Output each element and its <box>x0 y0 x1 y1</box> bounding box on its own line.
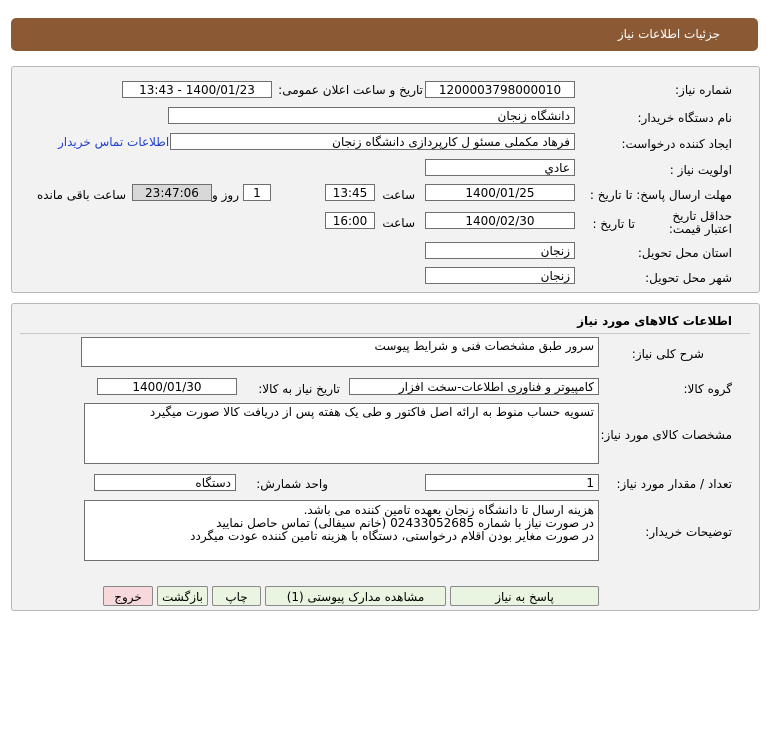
price-validity-date-field: 1400/02/30 <box>425 212 575 229</box>
unit-label: واحد شمارش: <box>256 477 328 491</box>
unit-field: دستگاه <box>94 474 236 491</box>
need-number-label: شماره نیاز: <box>675 83 732 97</box>
quantity-label: تعداد / مقدار مورد نیاز: <box>616 477 732 491</box>
goods-spec-label: مشخصات کالای مورد نیاز: <box>600 428 732 442</box>
buyer-contact-link[interactable]: اطلاعات تماس خریدار <box>58 135 170 149</box>
city-label: شهر محل تحویل: <box>645 271 732 285</box>
buyer-notes-field <box>84 500 599 561</box>
summary-field: سرور طبق مشخصات فنی و شرایط پیوست <box>81 337 599 367</box>
note-line: در صورت مغایر بودن اقلام درخواستی، دستگاه با هزینه تامین کننده عودت میگردد <box>190 529 594 543</box>
days-label: روز و <box>212 188 239 202</box>
announce-datetime-label: تاریخ و ساعت اعلان عمومی: <box>278 83 423 97</box>
summary-label: شرح کلی نیاز: <box>631 347 704 361</box>
province-label: استان محل تحویل: <box>637 246 732 260</box>
view-attachments-button[interactable]: مشاهده مدارک پیوستی (1) <box>265 586 446 606</box>
buyer-notes-label: توضیحات خریدار: <box>645 525 732 539</box>
buyer-org-label: نام دستگاه خریدار: <box>637 111 732 125</box>
goods-group-field: کامپیوتر و فناوری اطلاعات-سخت افزار <box>349 378 599 395</box>
deadline-time-field: 13:45 <box>325 184 375 201</box>
priority-label: اولویت نیاز : <box>669 163 732 177</box>
province-field: زنجان <box>425 242 575 259</box>
note-line: هزینه ارسال تا دانشگاه زنجان بعهده تامین کننده می باشد. <box>303 503 594 517</box>
section-divider <box>20 333 750 334</box>
page-header <box>11 18 758 51</box>
price-validity-time-label: ساعت <box>382 216 415 230</box>
note-line: در صورت نیاز با شماره 02433052685 (خانم سیفالی) تماس حاصل نمایید <box>216 516 594 530</box>
goods-section-title: اطلاعات کالاهای مورد نیاز <box>577 314 732 328</box>
need-date-label: تاریخ نیاز به کالا: <box>258 382 340 396</box>
city-field: زنجان <box>425 267 575 284</box>
exit-button[interactable]: خروج <box>103 586 153 606</box>
requester-label: ایجاد کننده درخواست: <box>621 137 732 151</box>
goods-group-label: گروه کالا: <box>683 382 732 396</box>
remaining-time-field: 23:47:06 <box>132 184 212 201</box>
deadline-time-label: ساعت <box>382 188 415 202</box>
need-number-field: 1200003798000010 <box>425 81 575 98</box>
until-date-label: تا تاریخ : <box>592 217 635 231</box>
print-button[interactable]: چاپ <box>212 586 261 606</box>
back-button[interactable]: بازگشت <box>157 586 208 606</box>
days-remaining-field: 1 <box>243 184 271 201</box>
remaining-time-label: ساعت باقی مانده <box>36 188 126 202</box>
deadline-date-field: 1400/01/25 <box>425 184 575 201</box>
price-validity-time-field: 16:00 <box>325 212 375 229</box>
announce-datetime-field: 1400/01/23 - 13:43 <box>122 81 272 98</box>
priority-field: عادي <box>425 159 575 176</box>
deadline-label: مهلت ارسال پاسخ: تا تاریخ : <box>589 188 732 202</box>
need-date-field: 1400/01/30 <box>97 378 237 395</box>
page-title: جزئیات اطلاعات نیاز <box>617 27 720 41</box>
requester-field: فرهاد مکملی مسئو ل کارپردازی دانشگاه زنجان <box>170 133 575 150</box>
price-validity-label: حداقل تاریخ اعتبار قیمت: <box>668 209 732 236</box>
reply-to-need-button[interactable]: پاسخ به نیاز <box>450 586 599 606</box>
goods-spec-field: تسویه حساب منوط به ارائه اصل فاکتور و طی یک هفته پس از دریافت کالا صورت میگیرد <box>84 403 599 464</box>
buyer-org-field: دانشگاه زنجان <box>168 107 575 124</box>
quantity-field: 1 <box>425 474 599 491</box>
